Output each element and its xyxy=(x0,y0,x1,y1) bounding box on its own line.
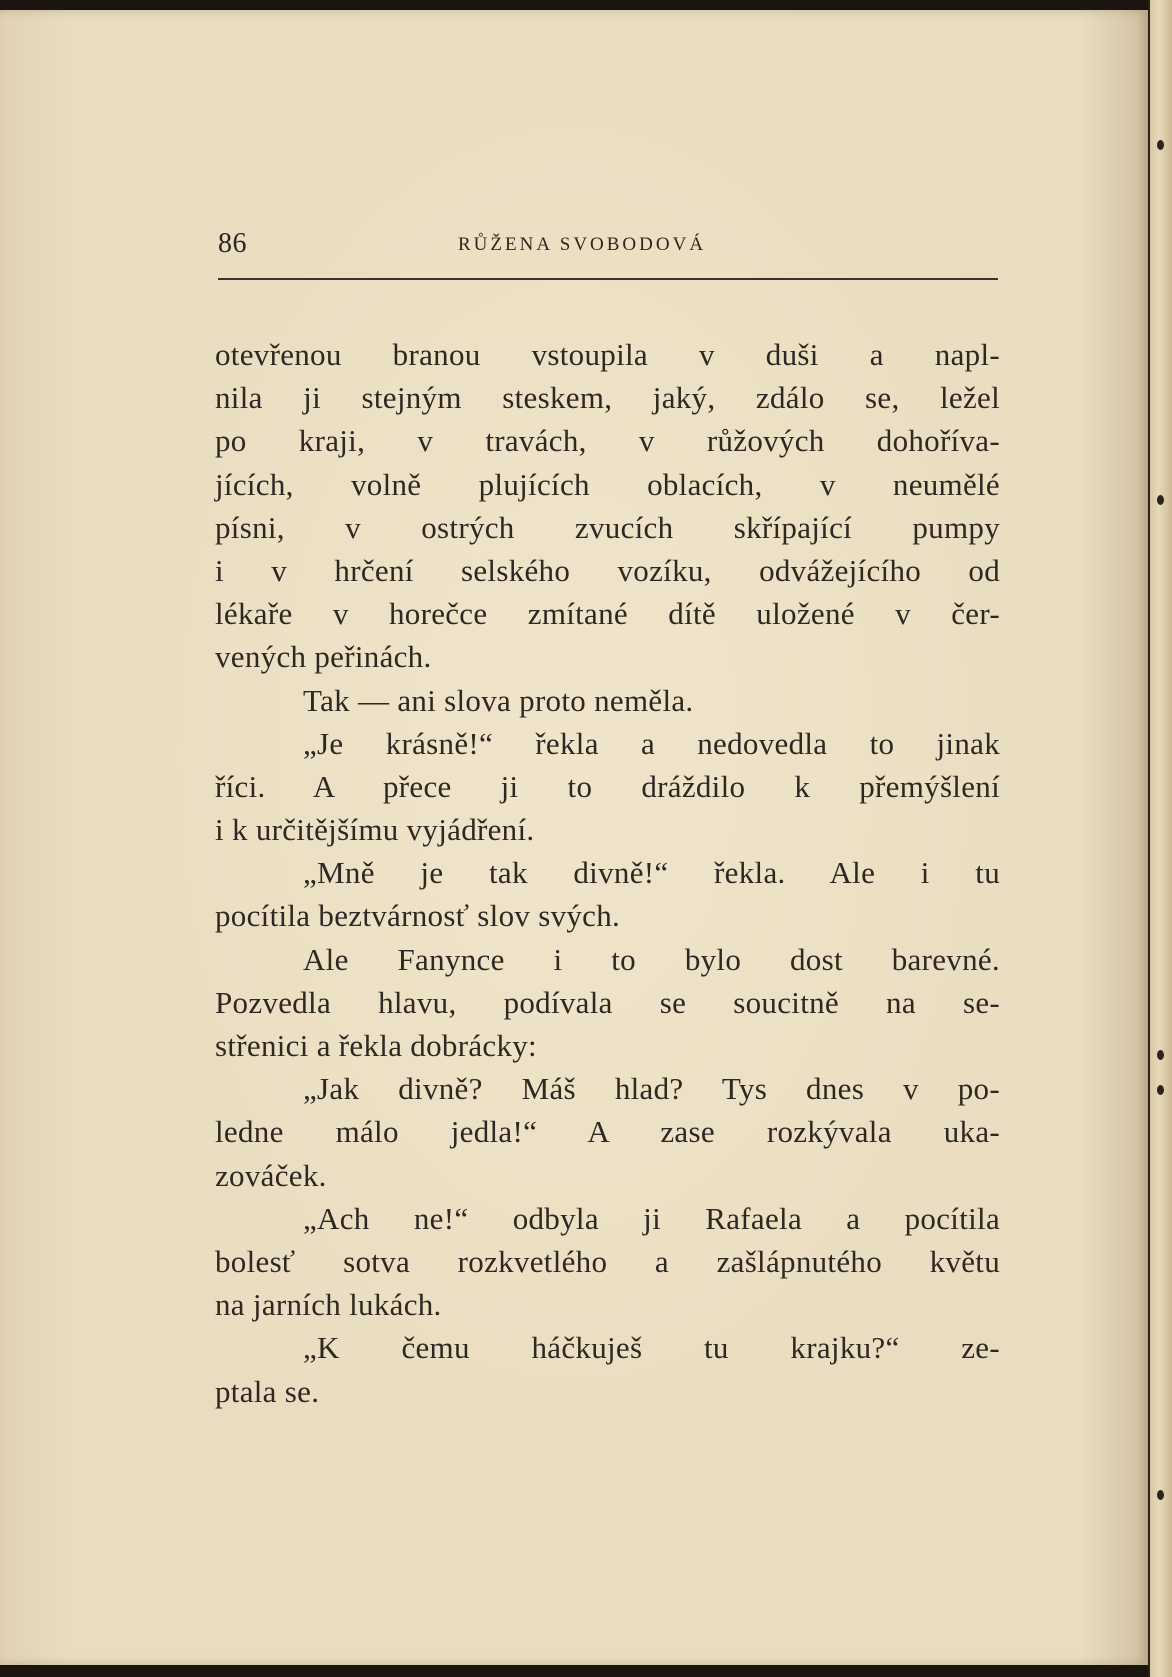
body-text xyxy=(215,333,1000,1413)
text-line: Tak — ani slova proto neměla. xyxy=(303,682,694,718)
text-line: „Mně je tak divně!“ řekla. Ale i tu xyxy=(303,855,1000,891)
running-head: RŮŽENA SVOBODOVÁ xyxy=(458,234,707,255)
text-line: jících, volně plujících oblacích, v neumělé xyxy=(215,466,1000,502)
edge-mark xyxy=(1157,140,1164,150)
text-line: „Jak divně? Máš hlad? Tys dnes v po- xyxy=(303,1071,1000,1107)
text-line: „Je krásně!“ řekla a nedovedla to jinak xyxy=(303,725,1000,761)
text-line: i k určitějšímu vyjádření. xyxy=(215,812,535,848)
text-line: vených peřinách. xyxy=(215,639,432,675)
page-header xyxy=(218,228,998,268)
text-line: po kraji, v travách, v růžových dohoříva- xyxy=(215,423,1000,459)
text-line: ptala se. xyxy=(215,1373,320,1409)
text-line: pocítila beztvárnosť slov svých. xyxy=(215,898,621,934)
text-line: Pozvedla hlavu, podívala se soucitně na se- xyxy=(215,984,1000,1020)
text-line: i v hrčení selského vozíku, odvážejícího od xyxy=(215,552,1000,588)
text-line: lékaře v horečce zmítané dítě uložené v čer- xyxy=(215,596,1000,632)
text-line: na jarních lukách. xyxy=(215,1287,442,1323)
edge-mark xyxy=(1157,1490,1164,1500)
edge-mark xyxy=(1157,495,1164,505)
text-line: otevřenou branou vstoupila v duši a napl- xyxy=(215,337,1000,372)
text-line: ledne málo jedla!“ A zase rozkývala uka- xyxy=(215,1114,1000,1150)
text-line: zováček. xyxy=(215,1157,327,1193)
header-rule xyxy=(218,278,998,280)
text-line: „Ach ne!“ odbyla ji Rafaela a pocítila xyxy=(303,1200,1000,1236)
page-number: 86 xyxy=(218,228,247,259)
text-line: písni, v ostrých zvucích skřípající pumpy xyxy=(215,509,1000,545)
text-line: Ale Fanynce i to bylo dost barevné. xyxy=(303,941,1000,977)
page-edge xyxy=(1148,0,1172,1677)
edge-mark xyxy=(1157,1085,1164,1095)
text-line: „K čemu háčkuješ tu krajku?“ ze- xyxy=(303,1330,1000,1366)
text-line: nila ji stejným steskem, jaký, zdálo se, ležel xyxy=(215,380,1000,416)
edge-mark xyxy=(1157,1050,1164,1060)
text-line: říci. A přece ji to dráždilo k přemýšlení xyxy=(215,768,1000,804)
text-line: bolesť sotva rozkvetlého a zašlápnutého květu xyxy=(215,1243,1000,1279)
text-line: střenici a řekla dobrácky: xyxy=(215,1028,537,1063)
